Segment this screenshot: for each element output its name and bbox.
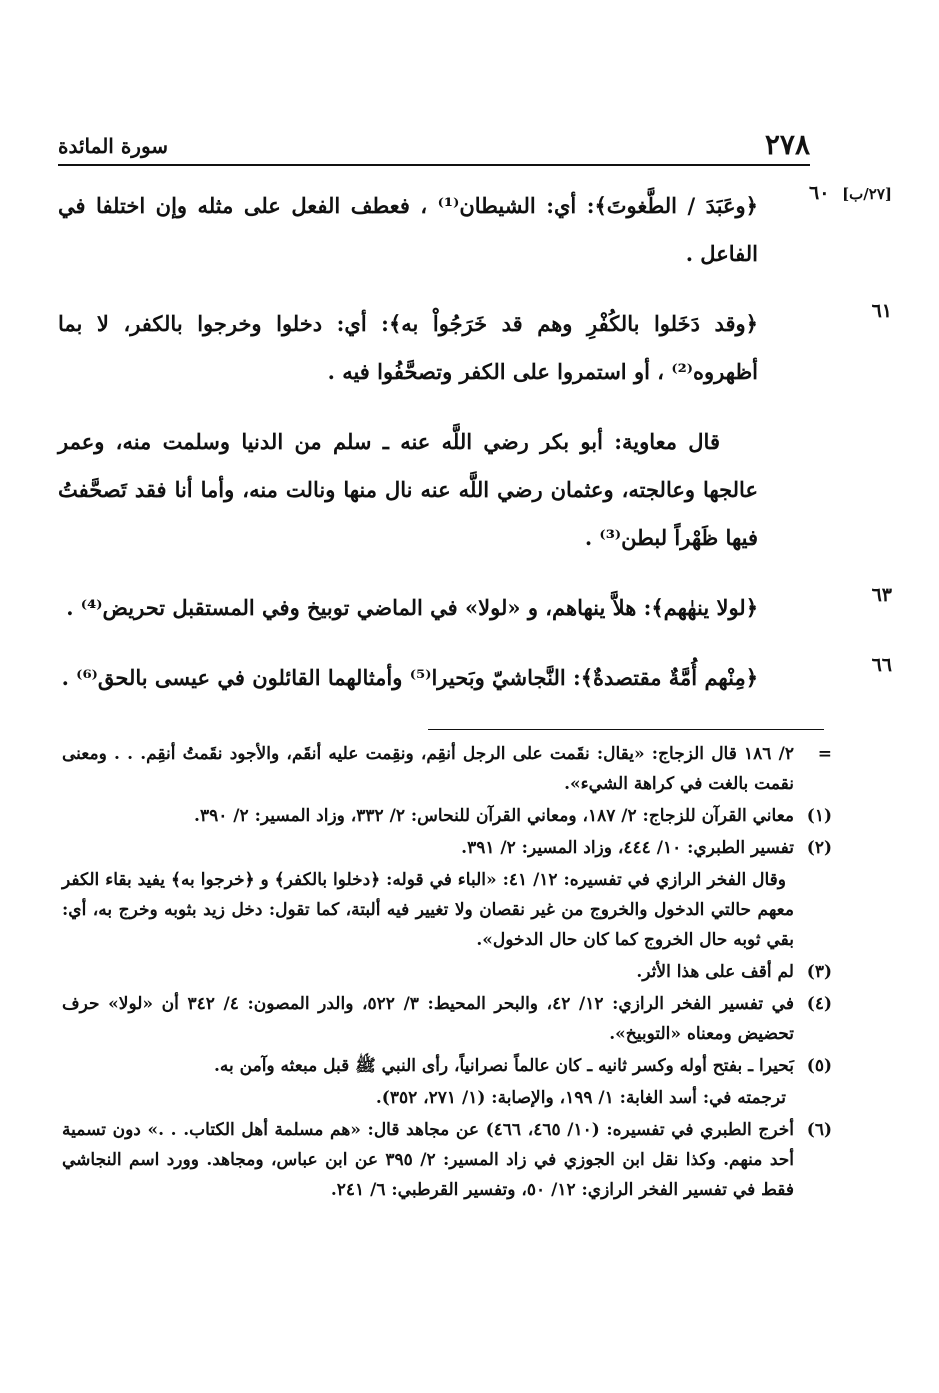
verse-number: ٦٠ [809, 182, 830, 204]
verse-entry-63 [58, 584, 892, 632]
verse-number: ٦٣ [871, 584, 892, 606]
verse-commentary: ﴿وعَبَدَ / الطَّغوتَ﴾: أي: الشيطان⁽¹⁾ ، فعطف الفعل على مثله وإن اختلفا في الفاعل . [58, 193, 758, 266]
entry-meta [772, 182, 892, 204]
footnote-continuation [62, 739, 832, 799]
footnote-4 [62, 989, 832, 1049]
entry-meta [772, 584, 892, 606]
footnote-divider [428, 729, 824, 730]
footnote-2 [62, 833, 832, 863]
verse-commentary: ﴿مِنْهم أُمَّةٌ مقتصدةٌ﴾: النَّجاشيّ وبَحيرا⁽⁵⁾ وأمثالهما القائلون في عيسى بالحق⁽⁶⁾ . [61, 665, 758, 690]
footnote-text: بَحيرا ـ بفتح أوله وكسر ثانيه ـ كان عالماً نصرانياً، رأى النبي ﷺ قبل مبعثه وآمن به. [213, 1056, 794, 1076]
folio-marker: [٢٧/ب] [842, 185, 892, 203]
footnote-text: لم أقف على هذا الأثر. [636, 962, 794, 982]
footnote-marker: (٤) [806, 994, 832, 1014]
footnote-3 [62, 957, 832, 987]
verse-commentary: ﴿لولا ينهٰهم﴾: هلاَّ ينهاهم، و «لولا» في الماضي توبيخ وفي المستقبل تحريض⁽⁴⁾ . [66, 595, 758, 620]
footnote-5-continuation: ترجمته في: أسد الغابة: ١/ ١٩٩، والإصابة: (١/ ٢٧١، ٣٥٢). [375, 1088, 786, 1108]
main-text [58, 182, 892, 724]
footnotes [62, 739, 832, 1207]
footnote-6 [62, 1115, 832, 1205]
footnote-marker: (٢) [806, 838, 832, 858]
footnote-1 [62, 801, 832, 831]
verse-commentary: ﴿وقد دَخَلوا بالكُفْرِ وهم قد خَرَجُواْ به﴾: أي: دخلوا وخرجوا بالكفر، لا بما أظهروه⁽²⁾ ، أو استمروا على الكفر وتصحَّفُوا فيه . [58, 311, 758, 384]
quote-text: قال معاوية: أبو بكر رضي اللَّه عنه ـ سلم من الدنيا وسلمت منه، وعمر عالجها وعالجته، وعثمان رضي اللَّه عنه نال منها ونالت منه، وأما أنا فقد تَصحَّفتُ فيها ظَهْراً لبطن⁽³⁾ . [58, 429, 758, 550]
footnote-marker: (١) [806, 806, 832, 826]
muawiya-quote [58, 418, 892, 562]
entry-meta [772, 654, 892, 676]
entry-meta [772, 300, 892, 322]
verse-entry-66 [58, 654, 892, 702]
footnote-5 [62, 1051, 832, 1081]
footnote-marker: (٣) [806, 962, 832, 982]
footnote-text: معاني القرآن للزجاج: ٢/ ١٨٧، ومعاني القرآن للنحاس: ٢/ ٣٣٢، وزاد المسير: ٢/ ٣٩٠. [194, 806, 794, 826]
page-header [58, 128, 810, 166]
footnote-marker: (٦) [806, 1120, 832, 1140]
verse-number: ٦٦ [871, 654, 892, 676]
verse-entry-61 [58, 300, 892, 396]
footnote-marker: = [817, 744, 832, 764]
verse-entry-60 [58, 182, 892, 278]
footnote-2-continuation: وقال الفخر الرازي في تفسيره: ١٢/ ٤١: «الباء في قوله: ﴿دخلوا بالكفر﴾ و ﴿خرجوا به﴾ يفيد بقاء الكفر معهم حالتي الدخول والخروج من غير نقصان ولا تغيير فيه ألبتة، كما تقول: دخل زيد بثوبه وخرج به، أي: بقي ثوبه حال الخروج كما كان حال الدخول». [62, 870, 794, 950]
page-number: ٢٧٨ [764, 128, 810, 161]
verse-number: ٦١ [871, 300, 892, 322]
footnote-text: أخرج الطبري في تفسيره: (١٠/ ٤٦٥، ٤٦٦) عن مجاهد قال: «هم مسلمة أهل الكتاب. . .» دون تسمية أحد منهم. وكذا نقل ابن الجوزي في زاد المسير: ٢/ ٣٩٥ عن ابن عباس، ومجاهد. وورد اسم النجاشي فقط في تفسير الفخر الرازي: ١٢/ ٥٠، وتفسير القرطبي: ٦/ ٢٤١. [62, 1120, 794, 1200]
footnote-text: في تفسير الفخر الرازي: ١٢/ ٤٢، والبحر المحيط: ٣/ ٥٢٢، والدر المصون: ٤/ ٣٤٢ أن «لولا» حرف تحضيض ومعناه «التوبيخ». [62, 994, 794, 1044]
footnote-text: ٢/ ١٨٦ قال الزجاج: «يقال: نقَمت على الرجل أنقِم، ونقِمت عليه أنقَم، والأجود نقَمتُ أنقِم. . . ومعنى نقمت بالغت في كراهة الشيء». [62, 744, 794, 794]
surah-title: سورة المائدة [58, 134, 169, 158]
footnote-text: تفسير الطبري: ١٠/ ٤٤٤، وزاد المسير: ٢/ ٣٩١. [461, 838, 794, 858]
footnote-marker: (٥) [806, 1056, 832, 1076]
